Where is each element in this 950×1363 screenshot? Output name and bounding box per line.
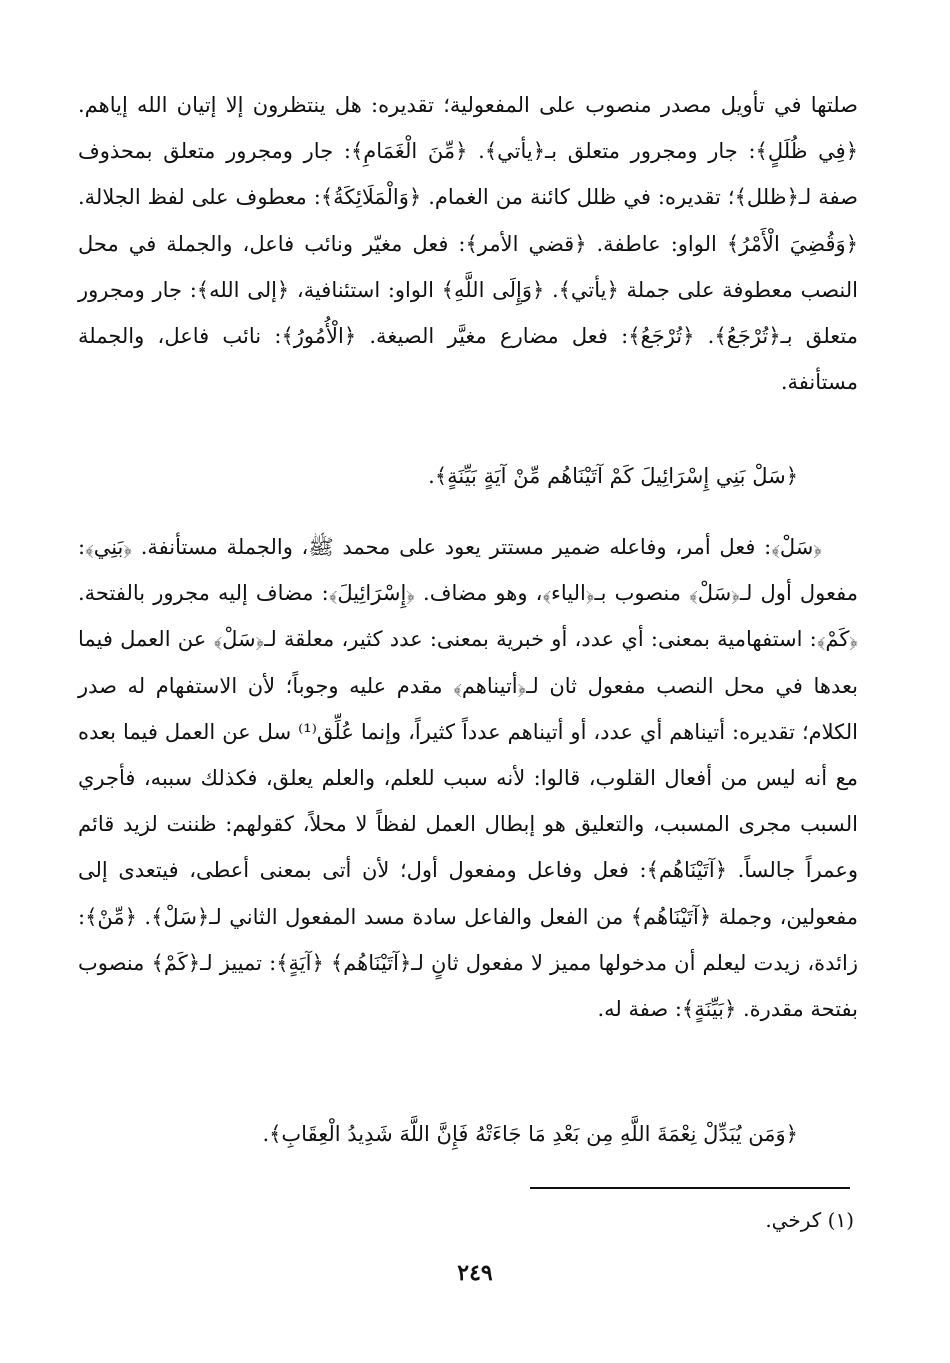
paragraph-grammar-analysis-1: صلتها في تأويل مصدر منصوب على المفعولية؛ تقديره: هل ينتظرون إلا إتيان الله إياهم. ﴿فِي ظُلَلٍ﴾: جار ومجرور متعلق بـ﴿يأتي﴾. ﴿مِّنَ الْغَمَامِ﴾: جار ومجرور متعلق بمحذوف صفة لـ﴿ظلل﴾؛ تقديره: في ظلل كائنة من الغمام. ﴿وَالْمَلَائِكَةُ﴾: معطوف على لفظ الجلالة. ﴿وَقُضِيَ الْأَمْرُ﴾ الواو: عاطفة. ﴿قضي الأمر﴾: فعل مغيّر ونائب فاعل، والجملة في محل النصب معطوفة على جملة ﴿يأتي﴾. ﴿وَإِلَى اللَّهِ﴾ الواو: استئنافية، ﴿إلى الله﴾: جار ومجرور متعلق بـ﴿تُرْجَعُ﴾. ﴿تُرْجَعُ﴾: فعل مضارع مغيَّر الصيغة. ﴿الْأُمُورُ﴾: نائب فاعل، والجملة مستأنفة. <box>78 93 858 395</box>
paragraph-grammar-analysis-2: ﴿سَلْ﴾: فعل أمر، وفاعله ضمير مستتر يعود على محمد ﷺ، والجملة مستأنفة. ﴿بَنِي﴾: مفعول أول لـ﴿سَلْ﴾ منصوب بـ﴿الياء﴾، وهو مضاف. ﴿إِسْرَائِيلَ﴾: مضاف إليه مجرور بالفتحة. ﴿كَمْ﴾: استفهامية بمعنى: أي عدد، أو خبرية بمعنى: عدد كثير، معلقة لـ﴿سَلْ﴾ عن العمل فيما بعدها في محل النصب مفعول ثان لـ﴿أتيناهم﴾ مقدم عليه وجوباً؛ لأن الاستفهام له صدر الكلام؛ تقديره: أتيناهم أي عدد، أو أتيناهم عدداً كثيراً، وإنما عُلِّق⁽¹⁾ سل عن العمل فيما بعده مع أنه ليس من أفعال القلوب، قالوا: لأنه سبب للعلم، والعلم يعلق، فكذلك سببه، فأجري السبب مجرى المسبب، والتعليق هو إبطال العمل لفظاً لا محلاً، كقولهم: ظننت لزيد قائم وعمراً جالساً. ﴿آتَيْنَاهُم﴾: فعل وفاعل ومفعول أول؛ لأن أتى بمعنى أعطى، فيتعدى إلى مفعولين، وجملة ﴿آتَيْنَاهُم﴾ من الفعل والفاعل سادة مسد المفعول الثاني لـ﴿سَلْ﴾. ﴿مِّنْ﴾: زائدة، زيدت ليعلم أن مدخولها مميز لا مفعول ثانٍ لـ﴿آتَيْنَاهُم﴾ ﴿آيَةٍ﴾: تمييز لـ﴿كَمْ﴾ منصوب بفتحة مقدرة. ﴿بَيِّنَةٍ﴾: صفة له. <box>78 535 858 1022</box>
page-number: ٢٤٩ <box>457 1260 493 1286</box>
quran-verse-1: ﴿سَلْ بَنِي إِسْرَائِيلَ كَمْ آتَيْنَاهُم مِّنْ آيَةٍ بَيِّنَةٍ﴾. <box>428 464 798 488</box>
footnote-divider <box>530 1187 850 1189</box>
quran-verse-2: ﴿وَمَن يُبَدِّلْ نِعْمَةَ اللَّهِ مِن بَعْدِ مَا جَاءَتْهُ فَإِنَّ اللَّهَ شَدِيدُ الْعِقَابِ﴾. <box>262 1122 798 1146</box>
footnote: (١) كرخي. <box>765 1208 854 1232</box>
